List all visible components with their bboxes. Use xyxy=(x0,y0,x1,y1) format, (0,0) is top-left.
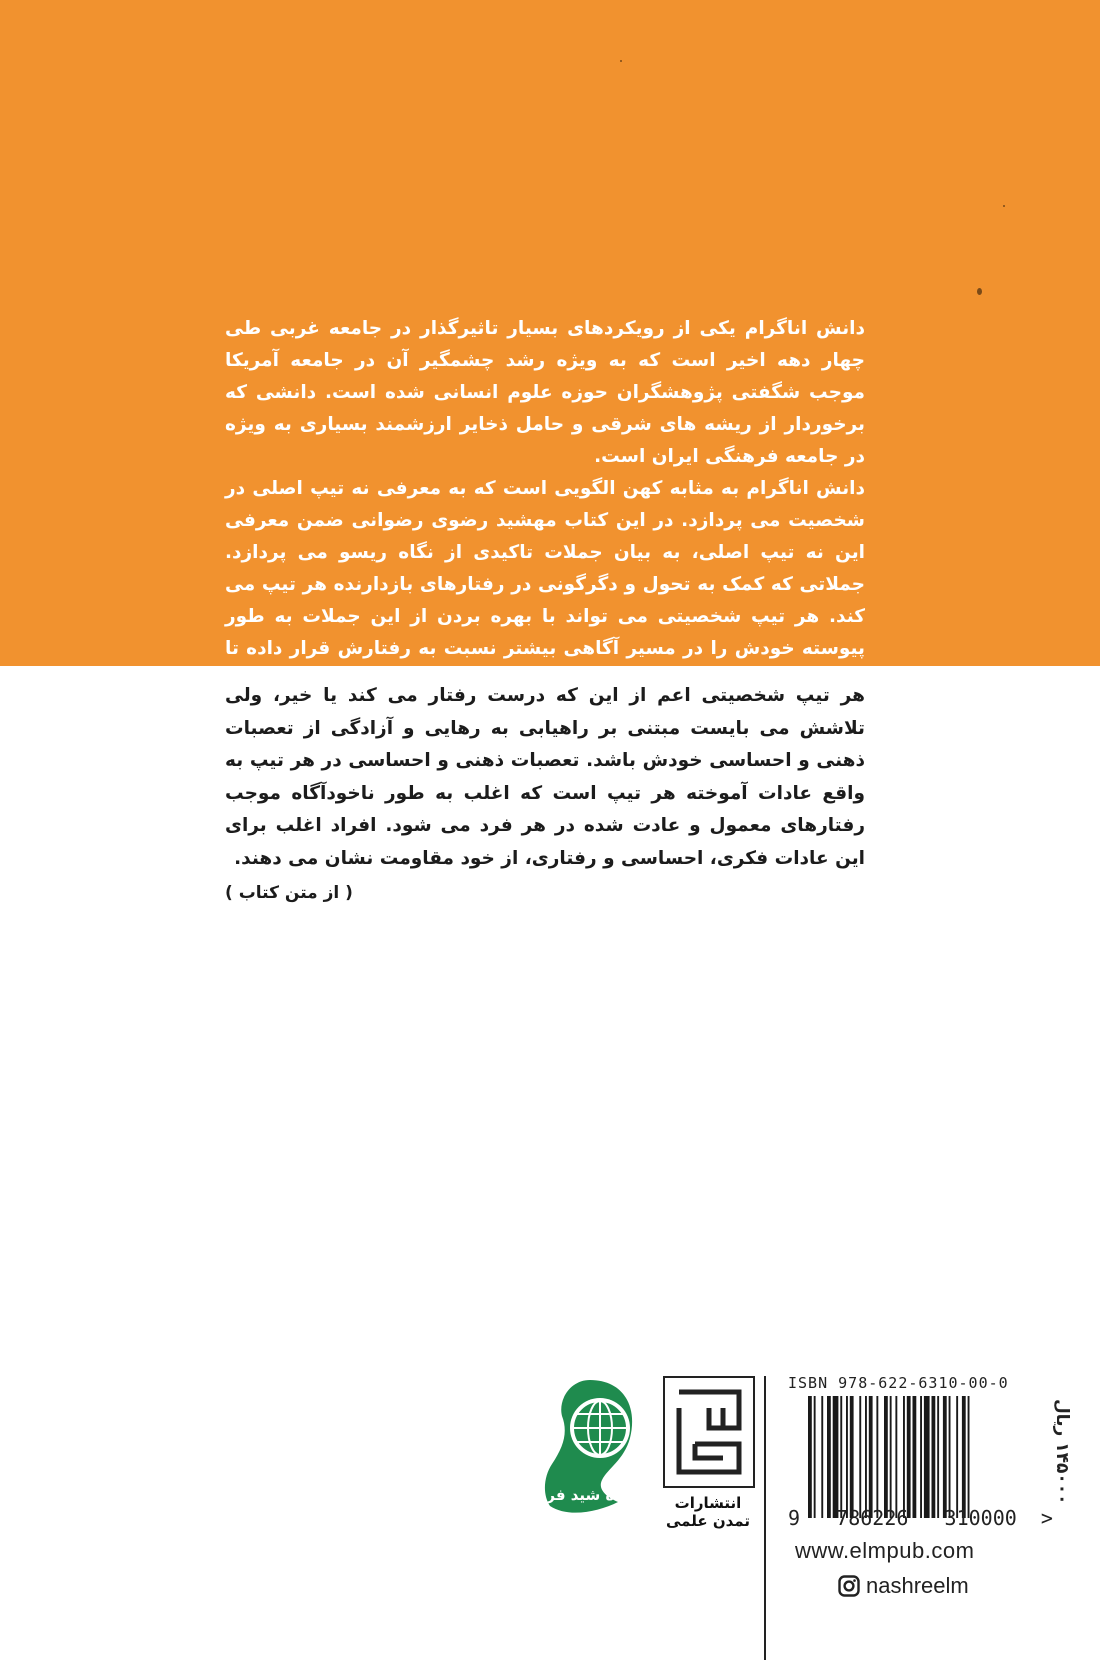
barcode-bar xyxy=(962,1396,966,1518)
globe-icon xyxy=(538,1376,643,1524)
barcode-bar xyxy=(833,1396,839,1518)
price-label: ۱۴۵۰۰۰ ریال xyxy=(1052,1398,1072,1504)
barcode-bar xyxy=(814,1396,816,1518)
barcode-bar xyxy=(920,1396,922,1518)
barcode-bar xyxy=(840,1396,842,1518)
barcode-bar xyxy=(903,1396,905,1518)
barcode-bar xyxy=(808,1396,812,1518)
barcode-bar xyxy=(937,1396,939,1518)
publisher-logo xyxy=(660,1376,756,1536)
barcode-bar xyxy=(859,1396,861,1518)
publisher-website[interactable]: www.elmpub.com xyxy=(795,1538,975,1563)
barcode-bar xyxy=(913,1396,917,1518)
barcode-bar xyxy=(932,1396,936,1518)
paper-speck xyxy=(620,60,622,62)
barcode-bar xyxy=(884,1396,888,1518)
instagram-handle-text: nashreelm xyxy=(866,1573,969,1598)
barcode-bar xyxy=(956,1396,958,1518)
barcode-bar xyxy=(850,1396,854,1518)
excerpt-text xyxy=(225,680,865,875)
instagram-handle[interactable] xyxy=(838,1573,969,1599)
barcode-bar xyxy=(846,1396,848,1518)
publisher-mark xyxy=(663,1376,755,1488)
paper-speck xyxy=(977,288,982,295)
mahshid-fard-logo-text: ماه شید فرد xyxy=(538,1486,630,1504)
barcode-bar xyxy=(907,1396,911,1518)
barcode-bar xyxy=(895,1396,897,1518)
barcode-bar xyxy=(876,1396,878,1518)
barcode-bar xyxy=(827,1396,831,1518)
barcode-bar xyxy=(968,1396,970,1518)
barcode xyxy=(806,1396,1016,1518)
barcode-bar xyxy=(865,1396,867,1518)
barcode-bar xyxy=(890,1396,892,1518)
publisher-name-line-1: انتشارات xyxy=(674,1494,742,1512)
publisher-monogram-icon xyxy=(665,1378,753,1486)
publisher-name-line-2: تمدن علمی xyxy=(666,1512,750,1530)
barcode-bar xyxy=(869,1396,873,1518)
synopsis-paragraph-2: دانش اناگرام به مثابه کهن الگویی است که به معرفی نه تیپ اصلی در شخصیت می پردازد. در این کتاب مهشید رضوی رضوانی ضمن معرفی این نه تیپ اصلی، به بیان جملات تاکیدی از نگاه ریسو می پردازد. جملاتی که کمک به تحول و دگرگونی در رفتارهای بازدارنده هر تیپ می کند. هر تیپ شخصیتی می تواند با بهره بردن از این جملات به طور پیوسته خودش را در مسیر آگاهی بیشتر نسبت به رفتارش قرار داده تا در مسیر تعالی اش پیش رود. xyxy=(225,478,865,691)
barcode-digits: 9 786226 310000 > xyxy=(788,1506,1053,1530)
paper-speck xyxy=(1003,205,1005,207)
excerpt-paragraph: هر تیپ شخصیتی اعم از این که درست رفتار می کند یا خیر، ولی تلاشش می بایست مبتنی بر راهیابی به رهایی و آزادگی از تعصبات ذهنی و احساسی خودش باشد. تعصبات ذهنی و احساسی در هر تیپ به واقع عادات آموخته هر تیپ است که اغلب به طور ناخودآگاه موجب رفتارهای معمول و عادت شده در هر فرد می شود. افراد اغلب برای این عادات فکری، احساسی و رفتاری، از خود مقاومت نشان می دهند. xyxy=(225,685,865,869)
synopsis-paragraph-1: دانش اناگرام یکی از رویکردهای بسیار تاثیرگذار در جامعه غربی طی چهار دهه اخیر است که به ویژه رشد چشمگیر آن در جامعه آمریکا موجب شگفتی پژوهشگران حوزه علوم انسانی شده است. دانشی که برخوردار از ریشه های شرقی و حامل ذخایر ارزشمند بسیاری به ویژه در جامعه فرهنگی ایران است. xyxy=(225,318,865,467)
mahshid-fard-logo xyxy=(538,1376,643,1524)
barcode-bar xyxy=(949,1396,951,1518)
barcode-bar xyxy=(821,1396,823,1518)
barcode-bar xyxy=(943,1396,947,1518)
excerpt-source-note: ( از متن کتاب ) xyxy=(225,883,353,903)
instagram-icon xyxy=(838,1575,860,1597)
publisher-name xyxy=(660,1494,756,1530)
footer-divider xyxy=(764,1376,766,1660)
barcode-bar xyxy=(924,1396,930,1518)
synopsis-text xyxy=(225,313,865,697)
isbn-number: ISBN 978-622-6310-00-0 xyxy=(788,1374,1009,1392)
